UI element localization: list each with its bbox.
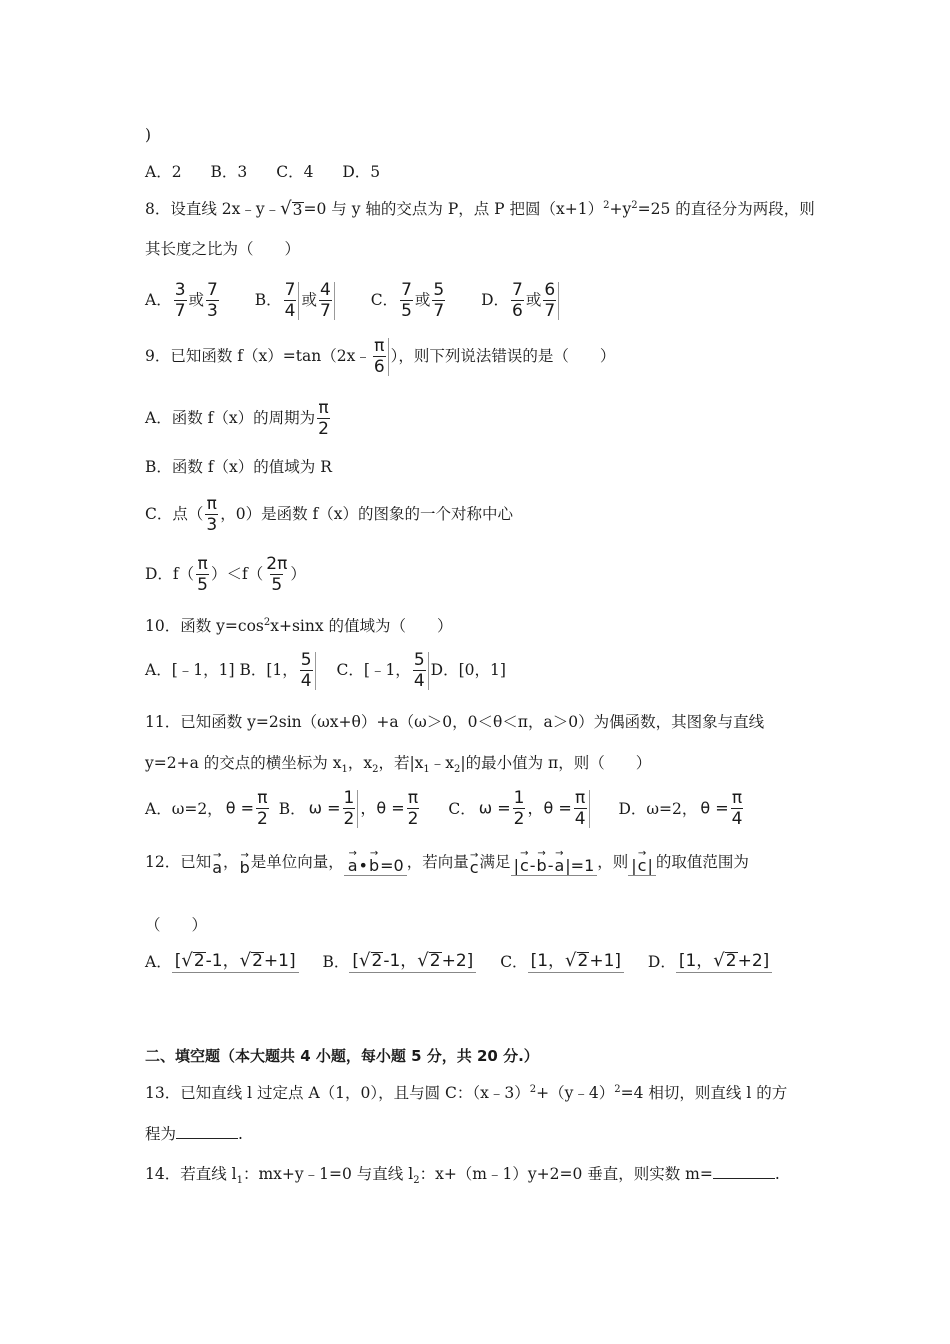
q9-option-d: D．f（ $\frac{\pi}{5}$ ）＜f（ $\frac{2\pi}{5}$ ） [145,554,306,595]
q13-stem: 13．已知直线 l 过定点 A（1，0），且与圆 C：（x﹣3）$^2$+（y﹣4）$^2$=4 相切，则直线 l 的方 [145,1084,788,1103]
q8-option-b: B． $\frac{7}{4}$ 或 $\frac{4}{7}$ [255,291,342,309]
abs-formula: | → c - → b - → a |=1 [511,850,598,876]
q8-option-a: A． $\frac{3}{7}$ 或 $\frac{7}{3}$ [145,280,218,321]
q10-option-c: C．[﹣1， $\frac{5}{4}$ [337,661,431,679]
q9-option-a: A．函数 f（x）的周期为 $\frac{\pi}{2}$ [145,398,329,439]
q7-options [145,165,380,181]
dot-product-formula: → a • → b =0 [344,850,407,876]
q12-options [145,952,772,973]
q7-option-c: C．4 [276,163,314,181]
q8-stem: 8．设直线 2x﹣y﹣ √ 3 =0 与 y 轴的交点为 P，点 P 把圆$(x+1)^2+y^2=25$ 的直径分为两段，则 [145,198,815,219]
q11-option-a: A．ω=2， θ = $\frac{\pi}{2}$ [145,788,268,829]
vector-b: → b [239,850,250,877]
abs-c-formula: | → c | [628,850,656,876]
q9-option-c: C．点（ $\frac{\pi}{3}$ ，0）是函数 f（x）的图象的一个对称中心 [145,494,513,535]
q12-stem-line2: （ ） [145,916,208,934]
q12-option-a: A． [ √ 2 -1， √ 2 +1] [145,953,304,971]
q7-option-a: A．2 [145,163,182,181]
vector-c: → c [469,850,479,877]
q11-stem-line2: y=2+a 的交点的横坐标为 $x_1$，$x_2$，若$|x_1﹣x_2|$的最小值为 π，则（ ） [145,754,652,776]
q10-option-b: B．[1， $\frac{5}{4}$ [239,661,317,679]
section-heading: 二、填空题（本大题共 4 小题，每小题 5 分，共 20 分.） [145,1047,539,1065]
vector-a: → a [212,850,223,877]
q8-options [145,282,561,320]
q10-options [145,652,506,690]
q9-stem: 9．已知函数 f（x）=tan（2x﹣ $\frac{\pi}{6}$ ），则下列说法错误的是（ ） [145,336,616,377]
q10-option-a: A．[﹣1，1] [145,661,235,679]
answer-blank[interactable] [713,1164,775,1179]
q7-option-b: B．3 [210,163,248,181]
q12-option-d: D． [1， √ 2 +2] [648,953,772,971]
q12-stem: 12．已知 → a ， → b 是单位向量， → a • → b =0 ，若向量 → c 满足 | → c - → b - → a |=1 ，则 | → c | 的取值范围为 [145,848,749,877]
q11-option-b: B． ω = $\frac{1}{2}$ ，θ = $\frac{\pi}{2}$ [278,788,419,829]
q8-option-d: D． $\frac{7}{6}$ 或 $\frac{6}{7}$ [481,291,561,309]
q10-stem: 10．函数 $y=\cos^2x+\sin x$ 的值域为（ ） [145,617,453,636]
q11-stem: 11．已知函数 y=2sin（ωx+θ）+a（ω＞0，0＜θ＜π，a＞0）为偶函数，其图象与直线 [145,713,765,731]
q11-options [145,790,748,829]
q10-option-d: D．[0，1] [430,661,506,679]
q8-stem-line2: 其长度之比为（ ） [145,240,301,258]
q7-tail: ) [145,126,152,144]
q11-option-c: C． ω = $\frac{1}{2}$ ，θ = $\frac{\pi}{4}$ [448,800,599,818]
q12-option-c: C． [1， √ 2 +1] [500,953,629,971]
q8-option-c: C． $\frac{7}{5}$ 或 $\frac{5}{7}$ [370,280,445,321]
q14-stem: 14．若直线 $l_1$：mx+y﹣1=0 与直线 $l_2$：x+（m﹣1）y+2=0 垂直，则实数 m= . [145,1165,780,1187]
q13-stem-line2: 程为 . [145,1125,243,1143]
sqrt-3: √ 3 [280,198,303,219]
q12-option-b: B． [ √ 2 -1， √ 2 +2] [323,953,482,971]
answer-blank[interactable] [176,1124,238,1139]
q11-option-d: D．ω=2， θ = $\frac{\pi}{4}$ [618,788,743,829]
q7-option-d: D．5 [342,163,381,181]
q9-option-b: B．函数 f（x）的值域为 R [145,458,332,476]
